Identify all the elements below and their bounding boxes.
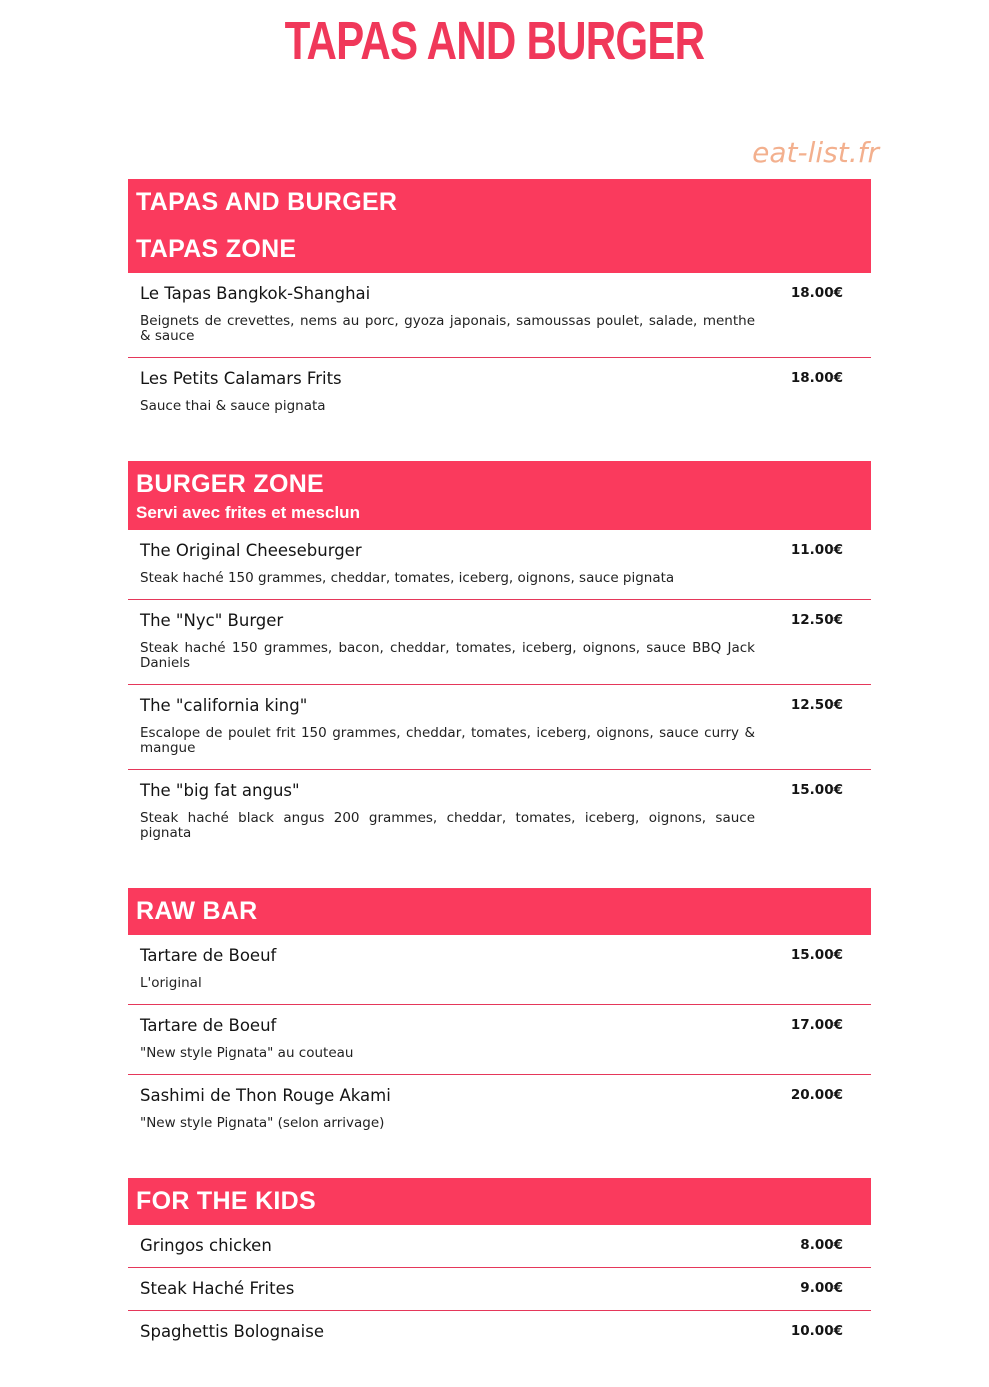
item-description: "New style Pignata" (selon arrivage) (140, 1115, 385, 1131)
item-name: Steak Haché Frites (140, 1279, 295, 1298)
item-price: 17.00€ (790, 1017, 843, 1033)
section-header (128, 888, 871, 935)
item-name: Tartare de Boeuf (140, 946, 277, 965)
item-name: Gringos chicken (140, 1236, 272, 1255)
item-price: 18.00€ (790, 285, 843, 301)
menu-item (128, 1311, 871, 1353)
item-description: Beignets de crevettes, nems au porc, gyoza japonais, samoussas poulet, salade, menthe & sauce (140, 313, 755, 344)
item-name: The "california king" (140, 696, 308, 715)
menu-item (128, 273, 871, 358)
item-name: The Original Cheeseburger (140, 541, 362, 560)
section-for-the-kids (128, 1178, 871, 1353)
section-title: RAW BAR (136, 897, 258, 925)
menu (128, 179, 871, 1387)
item-price: 15.00€ (790, 947, 843, 963)
item-price: 20.00€ (790, 1087, 843, 1103)
item-name: Spaghettis Bolognaise (140, 1322, 324, 1341)
item-price: 15.00€ (790, 782, 843, 798)
menu-item (128, 600, 871, 685)
page-title: TAPAS AND BURGER (284, 11, 705, 71)
item-description: Steak haché 150 grammes, bacon, cheddar, tomates, iceberg, oignons, sauce BBQ Jack Daniels (140, 640, 755, 671)
menu-item (128, 1225, 871, 1268)
section-burger-zone (128, 461, 871, 854)
section-title: BURGER ZONE (136, 470, 325, 498)
item-name: Tartare de Boeuf (140, 1016, 277, 1035)
item-description: L'original (140, 975, 202, 991)
section-subtitle-title: TAPAS ZONE (136, 235, 297, 263)
section-header (128, 461, 871, 530)
item-description: Sauce thai & sauce pignata (140, 398, 326, 414)
item-price: 18.00€ (790, 370, 843, 386)
item-description: "New style Pignata" au couteau (140, 1045, 354, 1061)
menu-item (128, 935, 871, 1005)
section-header (128, 179, 871, 273)
item-price: 10.00€ (790, 1323, 843, 1339)
section-header (128, 1178, 871, 1225)
item-name: Sashimi de Thon Rouge Akami (140, 1086, 391, 1105)
menu-item (128, 530, 871, 600)
item-name: The "Nyc" Burger (140, 611, 284, 630)
item-name: The "big fat angus" (140, 781, 300, 800)
item-price: 11.00€ (790, 542, 843, 558)
section-raw-bar (128, 888, 871, 1144)
item-price: 9.00€ (800, 1280, 843, 1296)
section-subtitle: Servi avec frites et mesclun (136, 503, 360, 522)
menu-item (128, 1005, 871, 1075)
item-description: Escalope de poulet frit 150 grammes, cheddar, tomates, iceberg, oignons, sauce curry & mangue (140, 725, 755, 756)
section-title: TAPAS AND BURGER (136, 188, 398, 216)
menu-item (128, 685, 871, 770)
item-description: Steak haché 150 grammes, cheddar, tomates, iceberg, oignons, sauce pignata (140, 570, 675, 586)
watermark: eat-list.fr (752, 136, 879, 169)
menu-item (128, 770, 871, 854)
item-name: Le Tapas Bangkok-Shanghai (140, 284, 371, 303)
item-name: Les Petits Calamars Frits (140, 369, 342, 388)
item-description: Steak haché black angus 200 grammes, cheddar, tomates, iceberg, oignons, sauce pignata (140, 810, 755, 841)
menu-item (128, 1075, 871, 1144)
item-price: 12.50€ (790, 612, 843, 628)
menu-item (128, 358, 871, 427)
menu-item (128, 1268, 871, 1311)
item-price: 12.50€ (790, 697, 843, 713)
item-price: 8.00€ (800, 1237, 843, 1253)
section-tapas-zone (128, 179, 871, 427)
section-title: FOR THE KIDS (136, 1187, 316, 1215)
